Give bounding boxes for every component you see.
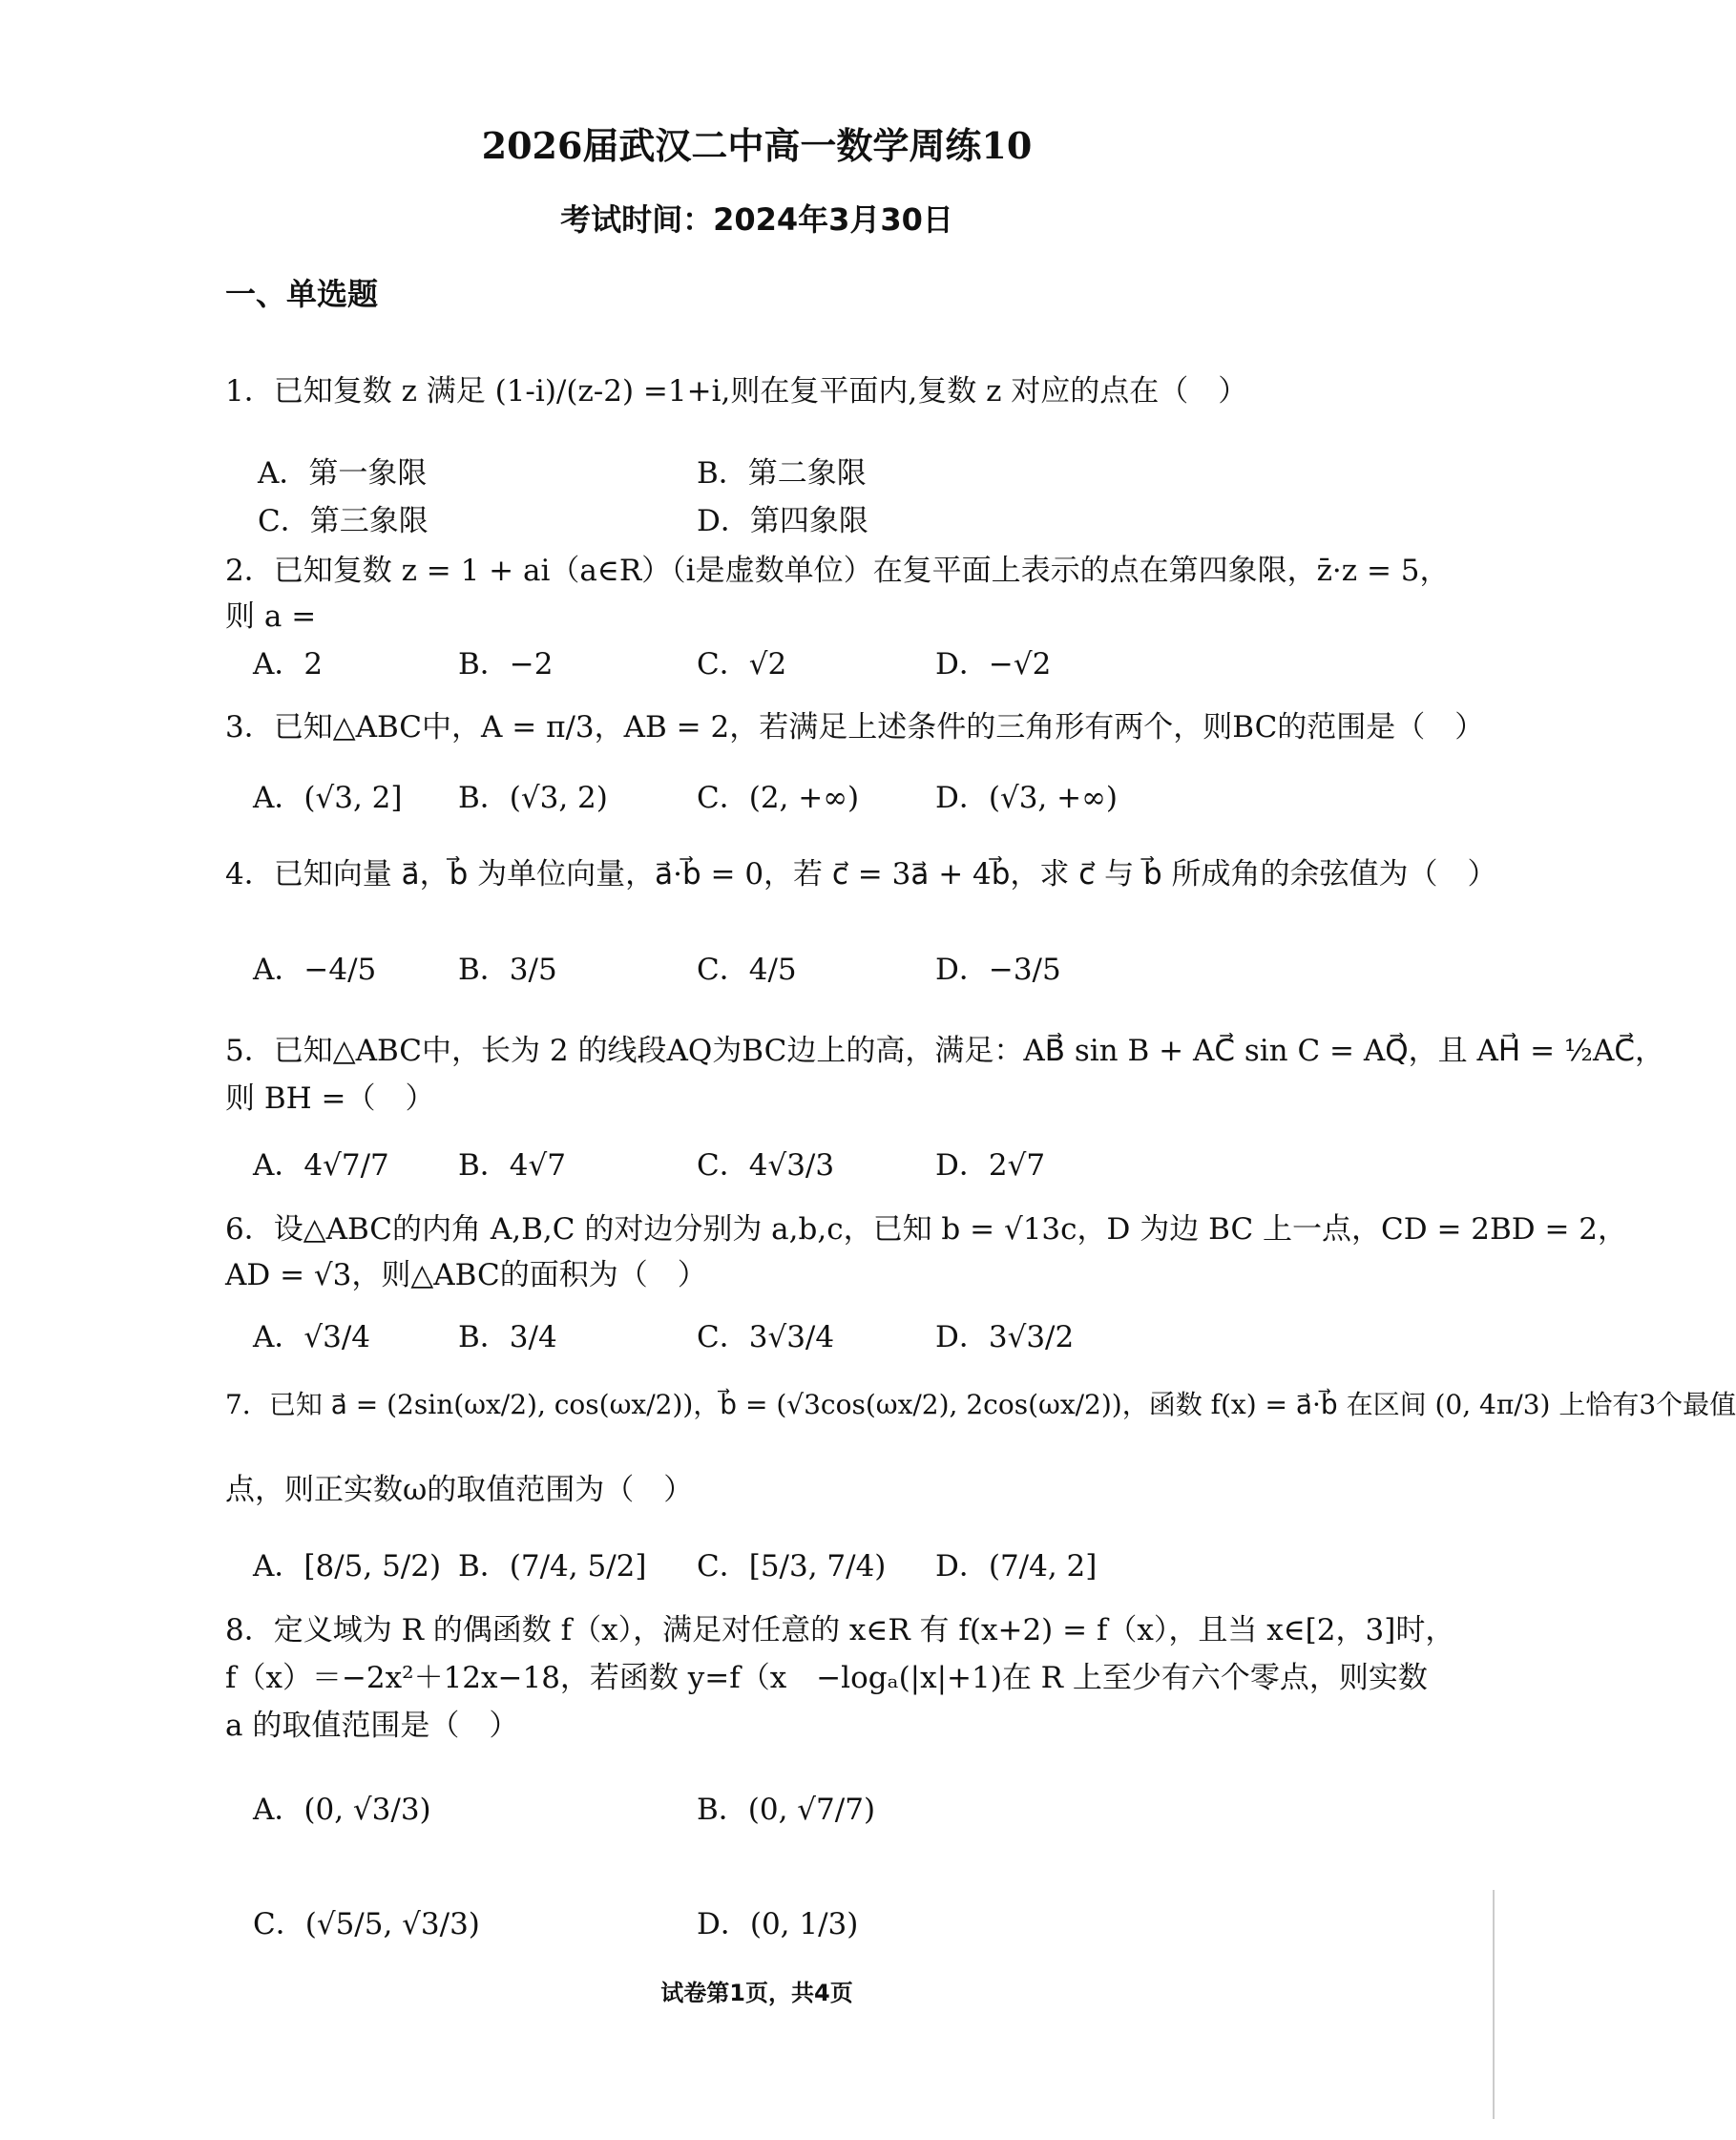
- question-2-option-c: C．√2: [697, 647, 787, 682]
- question-2-option-b: B．−2: [458, 647, 554, 682]
- question-7-option-b: B．(7/4, 5/2]: [458, 1549, 647, 1584]
- question-7-option-d: D．(7/4, 2]: [935, 1549, 1098, 1584]
- question-4-option-a: A．−4/5: [253, 953, 377, 987]
- question-1-option-d: D．第四象限: [697, 504, 868, 538]
- question-6-stem-cont: AD = √3，则△ABC的面积为（ ）: [225, 1258, 707, 1292]
- question-4-option-b: B．3/5: [458, 953, 557, 987]
- question-3-stem: 3．已知△ABC中，A = π/3，AB = 2，若满足上述条件的三角形有两个，则BC的范围是（ ）: [225, 710, 1485, 745]
- question-6-stem: 6．设△ABC的内角 A,B,C 的对边分别为 a,b,c，已知 b = √13c，D 为边 BC 上一点，CD = 2BD = 2，: [225, 1212, 1628, 1247]
- question-7-option-c: C．[5/3, 7/4): [697, 1549, 887, 1584]
- question-8-stem: 8．定义域为 R 的偶函数 f（x），满足对任意的 x∈R 有 f(x+2) = f（x），且当 x∈[2，3]时，: [225, 1613, 1455, 1647]
- question-5-option-a: A．4√7/7: [253, 1148, 389, 1183]
- question-8-stem-cont: f（x）＝−2x²＋12x−18，若函数 y=f（x −logₐ(|x|+1)在 R 上至少有六个零点，则实数: [225, 1661, 1428, 1695]
- question-2-option-d: D．−√2: [935, 647, 1052, 682]
- question-5-stem-cont: 则 BH =（ ）: [225, 1081, 435, 1116]
- question-8-option-a: A．(0, √3/3): [253, 1793, 431, 1827]
- page-footer: 试卷第1页，共4页: [660, 1980, 853, 2006]
- question-8-stem-cont2: a 的取值范围是（ ）: [225, 1709, 519, 1743]
- question-6-option-a: A．√3/4: [253, 1320, 371, 1354]
- question-8-option-c: C．(√5/5, √3/3): [253, 1907, 480, 1941]
- question-1-option-c: C．第三象限: [258, 504, 429, 538]
- question-6-option-b: B．3/4: [458, 1320, 557, 1354]
- question-3-option-a: A．(√3, 2]: [253, 781, 403, 815]
- question-1-stem: 1．已知复数 z 满足 (1-i)/(z-2) =1+i,则在复平面内,复数 z 对应的点在（ ）: [225, 374, 1248, 409]
- exam-title: 2026届武汉二中高一数学周练10: [481, 124, 1033, 167]
- question-7-stem: 7．已知 a⃗ = (2sin(ωx/2), cos(ωx/2))，b⃗ = (√3cos(ωx/2), 2cos(ωx/2))，函数 f(x) = a⃗·b⃗ 在区间 (0, 4π/3) 上恰有3个最值: [225, 1389, 1736, 1420]
- question-1-option-b: B．第二象限: [697, 456, 867, 491]
- question-5-option-c: C．4√3/3: [697, 1148, 835, 1183]
- question-4-option-d: D．−3/5: [935, 953, 1061, 987]
- question-2-stem-cont: 则 a =: [225, 599, 317, 634]
- question-3-option-c: C．(2, +∞): [697, 781, 860, 815]
- exam-time: 考试时间：2024年3月30日: [560, 201, 953, 238]
- question-6-option-c: C．3√3/4: [697, 1320, 835, 1354]
- question-5-option-b: B．4√7: [458, 1148, 566, 1183]
- question-1-option-a: A．第一象限: [258, 456, 428, 491]
- section-heading: 一、单选题: [225, 276, 379, 312]
- question-2-option-a: A．2: [253, 647, 324, 682]
- question-4-option-c: C．4/5: [697, 953, 797, 987]
- question-6-option-d: D．3√3/2: [935, 1320, 1075, 1354]
- question-8-option-b: B．(0, √7/7): [697, 1793, 876, 1827]
- question-3-option-d: D．(√3, +∞): [935, 781, 1119, 815]
- question-3-option-b: B．(√3, 2): [458, 781, 608, 815]
- question-2-stem: 2．已知复数 z = 1 + ai（a∈R）（i是虚数单位）在复平面上表示的点在第四象限，z̄·z = 5，: [225, 554, 1450, 588]
- question-5-stem: 5．已知△ABC中，长为 2 的线段AQ为BC边上的高，满足：AB⃗ sin B + AC⃗ sin C = AQ⃗，且 AH⃗ = ½AC⃗，: [225, 1034, 1664, 1068]
- question-8-option-d: D．(0, 1/3): [697, 1907, 859, 1941]
- question-5-option-d: D．2√7: [935, 1148, 1046, 1183]
- question-7-option-a: A．[8/5, 5/2): [253, 1549, 442, 1584]
- question-7-stem-cont: 点，则正实数ω的取值范围为（ ）: [225, 1473, 694, 1507]
- question-4-stem: 4．已知向量 a⃗，b⃗ 为单位向量，a⃗·b⃗ = 0，若 c⃗ = 3a⃗ + 4b⃗，求 c⃗ 与 b⃗ 所成角的余弦值为（ ）: [225, 857, 1497, 892]
- scan-edge-line: [1493, 1890, 1495, 2119]
